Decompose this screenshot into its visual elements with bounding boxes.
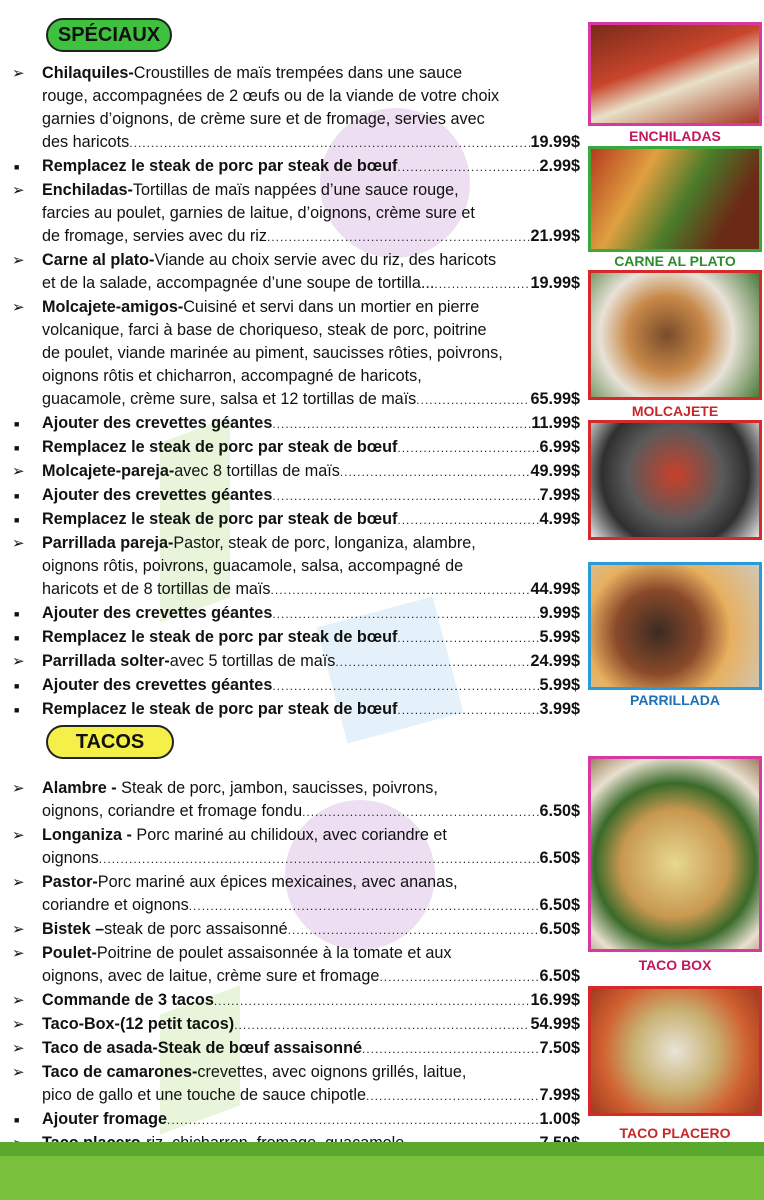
arrow-bullet-icon: ➢ (12, 252, 25, 269)
dot-leader (272, 413, 531, 436)
arrow-bullet-icon: ➢ (12, 827, 25, 844)
item-name: Ajouter des crevettes géantes (42, 676, 273, 694)
footer-bar (0, 1142, 764, 1200)
photo-caption: TACO PLACERO (619, 1125, 731, 1141)
photo-caption: MOLCAJETE (631, 403, 719, 419)
dot-leader (302, 801, 539, 824)
dot-leader (397, 699, 539, 722)
food-photo (588, 270, 762, 400)
menu-item (10, 532, 580, 602)
item-price: 6.99$ (539, 438, 580, 456)
dot-leader (397, 156, 539, 179)
item-description: guacamole, crème sure, salsa et 12 tortillas de maïs (42, 390, 417, 408)
item-description: Porc mariné aux épices mexicaines, avec ananas, (97, 873, 458, 891)
item-price: 19.99$ (530, 274, 580, 292)
arrow-bullet-icon: ➢ (12, 299, 25, 316)
item-description: pico de gallo et une touche de sauce chipotle (42, 1086, 366, 1104)
item-price: 24.99$ (530, 652, 580, 670)
specials-header: SPÉCIAUX (46, 18, 172, 52)
item-description: et de la salade, accompagnée d’une soupe de tortilla... (42, 274, 435, 292)
item-price: 19.99$ (530, 133, 580, 151)
menu-item (10, 1108, 580, 1132)
menu-item (10, 989, 580, 1013)
menu-item (10, 508, 580, 532)
item-name: Remplacez le steak de porc par steak de bœuf (42, 438, 398, 456)
specials-menu-list (10, 62, 580, 722)
item-price: 16.99$ (530, 991, 580, 1009)
arrow-bullet-icon: ➢ (12, 1016, 25, 1033)
menu-item (10, 484, 580, 508)
dot-leader (272, 485, 539, 508)
item-description: Viande au choix servie avec du riz, des haricots (154, 251, 497, 269)
food-photo (588, 562, 762, 690)
menu-item (10, 1013, 580, 1037)
dot-leader (434, 273, 530, 296)
item-description: oignons rôtis et chicharron, accompagné de haricots, (42, 367, 422, 385)
square-bullet-icon: ■ (14, 443, 20, 453)
dot-leader (272, 675, 539, 698)
arrow-bullet-icon: ➢ (12, 992, 25, 1009)
arrow-bullet-icon: ➢ (12, 65, 25, 82)
item-name: Bistek – (42, 920, 105, 938)
item-description: Croustilles de maïs trempées dans une sauce (133, 64, 463, 82)
item-price: 1.00$ (539, 1110, 580, 1128)
dot-leader (189, 895, 540, 918)
square-bullet-icon: ■ (14, 419, 20, 429)
item-description: crevettes, avec oignons grillés, laitue, (197, 1063, 467, 1081)
item-name: Commande de 3 tacos (42, 991, 214, 1009)
item-name: Parrillada solter- (42, 652, 170, 670)
item-description: Steak de porc, jambon, saucisses, poivrons, (121, 779, 438, 797)
item-description: rouge, accompagnées de 2 œufs ou de la viande de votre choix (42, 87, 500, 105)
item-name: Enchiladas- (42, 181, 133, 199)
item-price: 6.50$ (539, 896, 580, 914)
square-bullet-icon: ■ (14, 515, 20, 525)
item-description: volcanique, farci à base de choriqueso, steak de porc, poitrine (42, 321, 487, 339)
arrow-bullet-icon: ➢ (12, 1064, 25, 1081)
item-name: Remplacez le steak de porc par steak de bœuf (42, 700, 398, 718)
item-description: oignons rôtis, poivrons, guacamole, salsa, accompagné de (42, 557, 464, 575)
arrow-bullet-icon: ➢ (12, 945, 25, 962)
item-description: oignons (42, 849, 99, 867)
item-description: Cuisiné et servi dans un mortier en pierre (183, 298, 480, 316)
item-description: steak de porc assaisonné (104, 920, 288, 938)
item-price: 7.50$ (539, 1039, 580, 1057)
item-price: 5.99$ (539, 628, 580, 646)
tacos-header: TACOS (46, 725, 174, 759)
menu-item (10, 626, 580, 650)
item-price: 9.99$ (539, 604, 580, 622)
square-bullet-icon: ■ (14, 1115, 20, 1125)
item-name: Poulet- (42, 944, 97, 962)
menu-item (10, 777, 580, 824)
item-description: farcies au poulet, garnies de laitue, d’oignons, crème sure et (42, 204, 475, 222)
food-photo (588, 986, 762, 1116)
menu-item (10, 62, 580, 155)
item-price: 6.50$ (539, 967, 580, 985)
item-description: Porc mariné au chilidoux, avec coriandre et (136, 826, 447, 844)
item-description: garnies d’oignons, de crème sure et de fromage, servies avec (42, 110, 485, 128)
item-description: de poulet, viande marinée au piment, saucisses rôties, poivrons, (42, 344, 503, 362)
item-price: 11.99$ (531, 414, 580, 432)
item-price: 6.50$ (539, 920, 580, 938)
arrow-bullet-icon: ➢ (12, 182, 25, 199)
menu-item (10, 1061, 580, 1108)
item-price: 65.99$ (530, 390, 580, 408)
arrow-bullet-icon: ➢ (12, 874, 25, 891)
dot-leader (366, 1085, 539, 1108)
menu-item (10, 674, 580, 698)
dot-leader (234, 1014, 530, 1037)
food-photo (588, 756, 762, 952)
item-name: Ajouter des crevettes géantes (42, 414, 273, 432)
item-description: coriandre et oignons (42, 896, 189, 914)
menu-item (10, 650, 580, 674)
dot-leader (397, 509, 539, 532)
item-name: Alambre - (42, 779, 122, 797)
item-price: 44.99$ (530, 580, 580, 598)
dot-leader (397, 627, 539, 650)
menu-item (10, 460, 580, 484)
square-bullet-icon: ■ (14, 633, 20, 643)
item-name: Remplacez le steak de porc par steak de bœuf (42, 157, 398, 175)
item-price: 21.99$ (530, 227, 580, 245)
dot-leader (340, 461, 531, 484)
item-description: Pastor, steak de porc, longaniza, alambre, (173, 534, 476, 552)
item-price: 6.50$ (539, 802, 580, 820)
menu-item (10, 871, 580, 918)
menu-item (10, 1037, 580, 1061)
tacos-menu-list (10, 777, 580, 1156)
item-name: Ajouter des crevettes géantes (42, 486, 273, 504)
square-bullet-icon: ■ (14, 491, 20, 501)
item-name: Ajouter des crevettes géantes (42, 604, 273, 622)
menu-item (10, 942, 580, 989)
square-bullet-icon: ■ (14, 609, 20, 619)
dot-leader (272, 603, 539, 626)
dot-leader (99, 848, 540, 871)
item-description: avec 5 tortillas de maïs (169, 652, 336, 670)
item-name: Carne al plato- (42, 251, 155, 269)
item-name: Ajouter fromage (42, 1110, 168, 1128)
dot-leader (214, 990, 531, 1013)
food-photo (588, 420, 762, 540)
arrow-bullet-icon: ➢ (12, 463, 25, 480)
photo-caption: PARRILLADA (630, 692, 720, 708)
food-photo (588, 146, 762, 252)
menu-item (10, 918, 580, 942)
item-name: Chilaquiles- (42, 64, 134, 82)
menu-item (10, 824, 580, 871)
menu-item (10, 249, 580, 296)
dot-leader (129, 132, 530, 155)
item-price: 6.50$ (539, 849, 580, 867)
item-name: Molcajete-amigos- (42, 298, 184, 316)
item-description: des haricots (42, 133, 130, 151)
arrow-bullet-icon: ➢ (12, 535, 25, 552)
item-name: Taco de camarones- (42, 1063, 198, 1081)
square-bullet-icon: ■ (14, 705, 20, 715)
menu-item (10, 698, 580, 722)
item-description: Tortillas de maïs nappées d’une sauce rouge, (132, 181, 459, 199)
arrow-bullet-icon: ➢ (12, 780, 25, 797)
dot-leader (271, 579, 531, 602)
menu-item (10, 412, 580, 436)
item-price: 49.99$ (530, 462, 580, 480)
item-price: 54.99$ (530, 1015, 580, 1033)
item-price: 4.99$ (539, 510, 580, 528)
menu-item (10, 155, 580, 179)
photo-caption: TACO BOX (638, 957, 712, 973)
item-name: Remplacez le steak de porc par steak de bœuf (42, 510, 398, 528)
item-price: 7.99$ (539, 1086, 580, 1104)
item-name: Taco de asada-Steak de bœuf assaisonné (42, 1039, 362, 1057)
food-photo (588, 22, 762, 126)
item-price: 2.99$ (539, 157, 580, 175)
square-bullet-icon: ■ (14, 162, 20, 172)
dot-leader (397, 437, 539, 460)
item-name: Longaniza - (42, 826, 137, 844)
item-description: oignons, avec de laitue, crème sure et fromage (42, 967, 380, 985)
item-name: Remplacez le steak de porc par steak de bœuf (42, 628, 398, 646)
item-description: Poitrine de poulet assaisonnée à la tomate et aux (96, 944, 452, 962)
item-price: 5.99$ (539, 676, 580, 694)
menu-item (10, 179, 580, 249)
dot-leader (288, 919, 540, 942)
item-name: Parrillada pareja- (42, 534, 174, 552)
dot-leader (416, 389, 530, 412)
dot-leader (335, 651, 530, 674)
item-description: haricots et de 8 tortillas de maïs (42, 580, 271, 598)
menu-item (10, 602, 580, 626)
dot-leader (379, 966, 539, 989)
item-description: avec 8 tortillas de maïs (174, 462, 340, 480)
item-description: de fromage, servies avec du riz (42, 227, 267, 245)
arrow-bullet-icon: ➢ (12, 653, 25, 670)
item-name: Molcajete-pareja- (42, 462, 175, 480)
menu-item (10, 436, 580, 460)
arrow-bullet-icon: ➢ (12, 921, 25, 938)
menu-item (10, 296, 580, 412)
dot-leader (267, 226, 531, 249)
photo-caption: CARNE AL PLATO (614, 253, 736, 269)
item-description: oignons, coriandre et fromage fondu (42, 802, 303, 820)
dot-leader (362, 1038, 540, 1061)
item-price: 3.99$ (539, 700, 580, 718)
dot-leader (167, 1109, 539, 1132)
item-name: Taco-Box-(12 petit tacos) (42, 1015, 235, 1033)
item-name: Pastor- (42, 873, 98, 891)
item-price: 7.99$ (539, 486, 580, 504)
square-bullet-icon: ■ (14, 681, 20, 691)
arrow-bullet-icon: ➢ (12, 1040, 25, 1057)
photo-caption: ENCHILADAS (629, 128, 721, 144)
